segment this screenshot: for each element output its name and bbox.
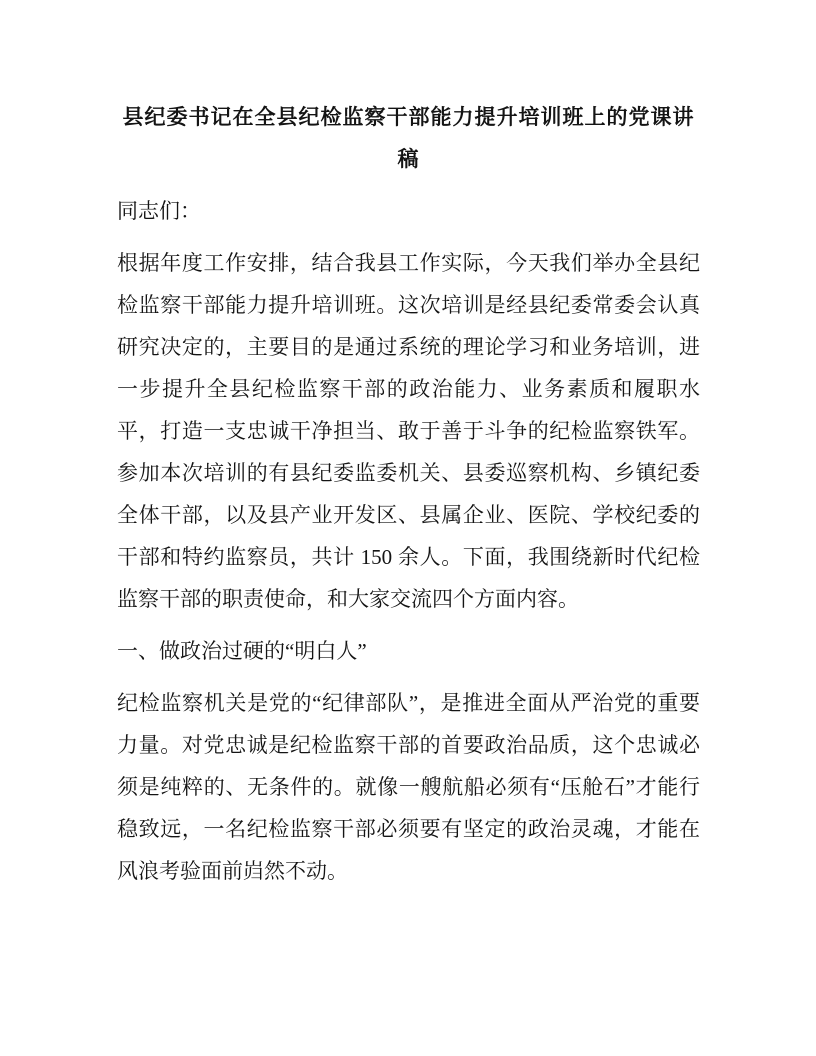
document-title: 县纪委书记在全县纪检监察干部能力提升培训班上的党课讲稿 (122, 105, 695, 171)
paragraph-intro: 根据年度工作安排，结合我县工作实际，今天我们举办全县纪检监察干部能力提升培训班。这次培训是经县纪委常委会认真研究决定的，主要目的是通过系统的理论学习和业务培训，进一步提升全县纪检监察干部的政治能力、业务素质和履职水平，打造一支忠诚干净担当、敢于善于斗争的纪检监察铁军。参加本次培训的有县纪委监委机关、县委巡察机构、乡镇纪委全体干部，以及县产业开发区、县属企业、医院、学校纪委的干部和特约监察员，共计 150 余人。下面，我围绕新时代纪检监察干部的职责使命，和大家交流四个方面内容。 (117, 251, 700, 611)
paragraph-section-1-body: 纪检监察机关是党的“纪律部队”，是推进全面从严治党的重要力量。对党忠诚是纪检监察干部的首要政治品质，这个忠诚必须是纯粹的、无条件的。就像一艘航船必须有“压舱石”才能行稳致远，一名纪检监察干部必须要有坚定的政治灵魂，才能在风浪考验面前岿然不动。 (117, 691, 700, 883)
section-heading-1: 一、做政治过硬的“明白人” (117, 639, 367, 663)
salutation: 同志们： (117, 199, 201, 223)
